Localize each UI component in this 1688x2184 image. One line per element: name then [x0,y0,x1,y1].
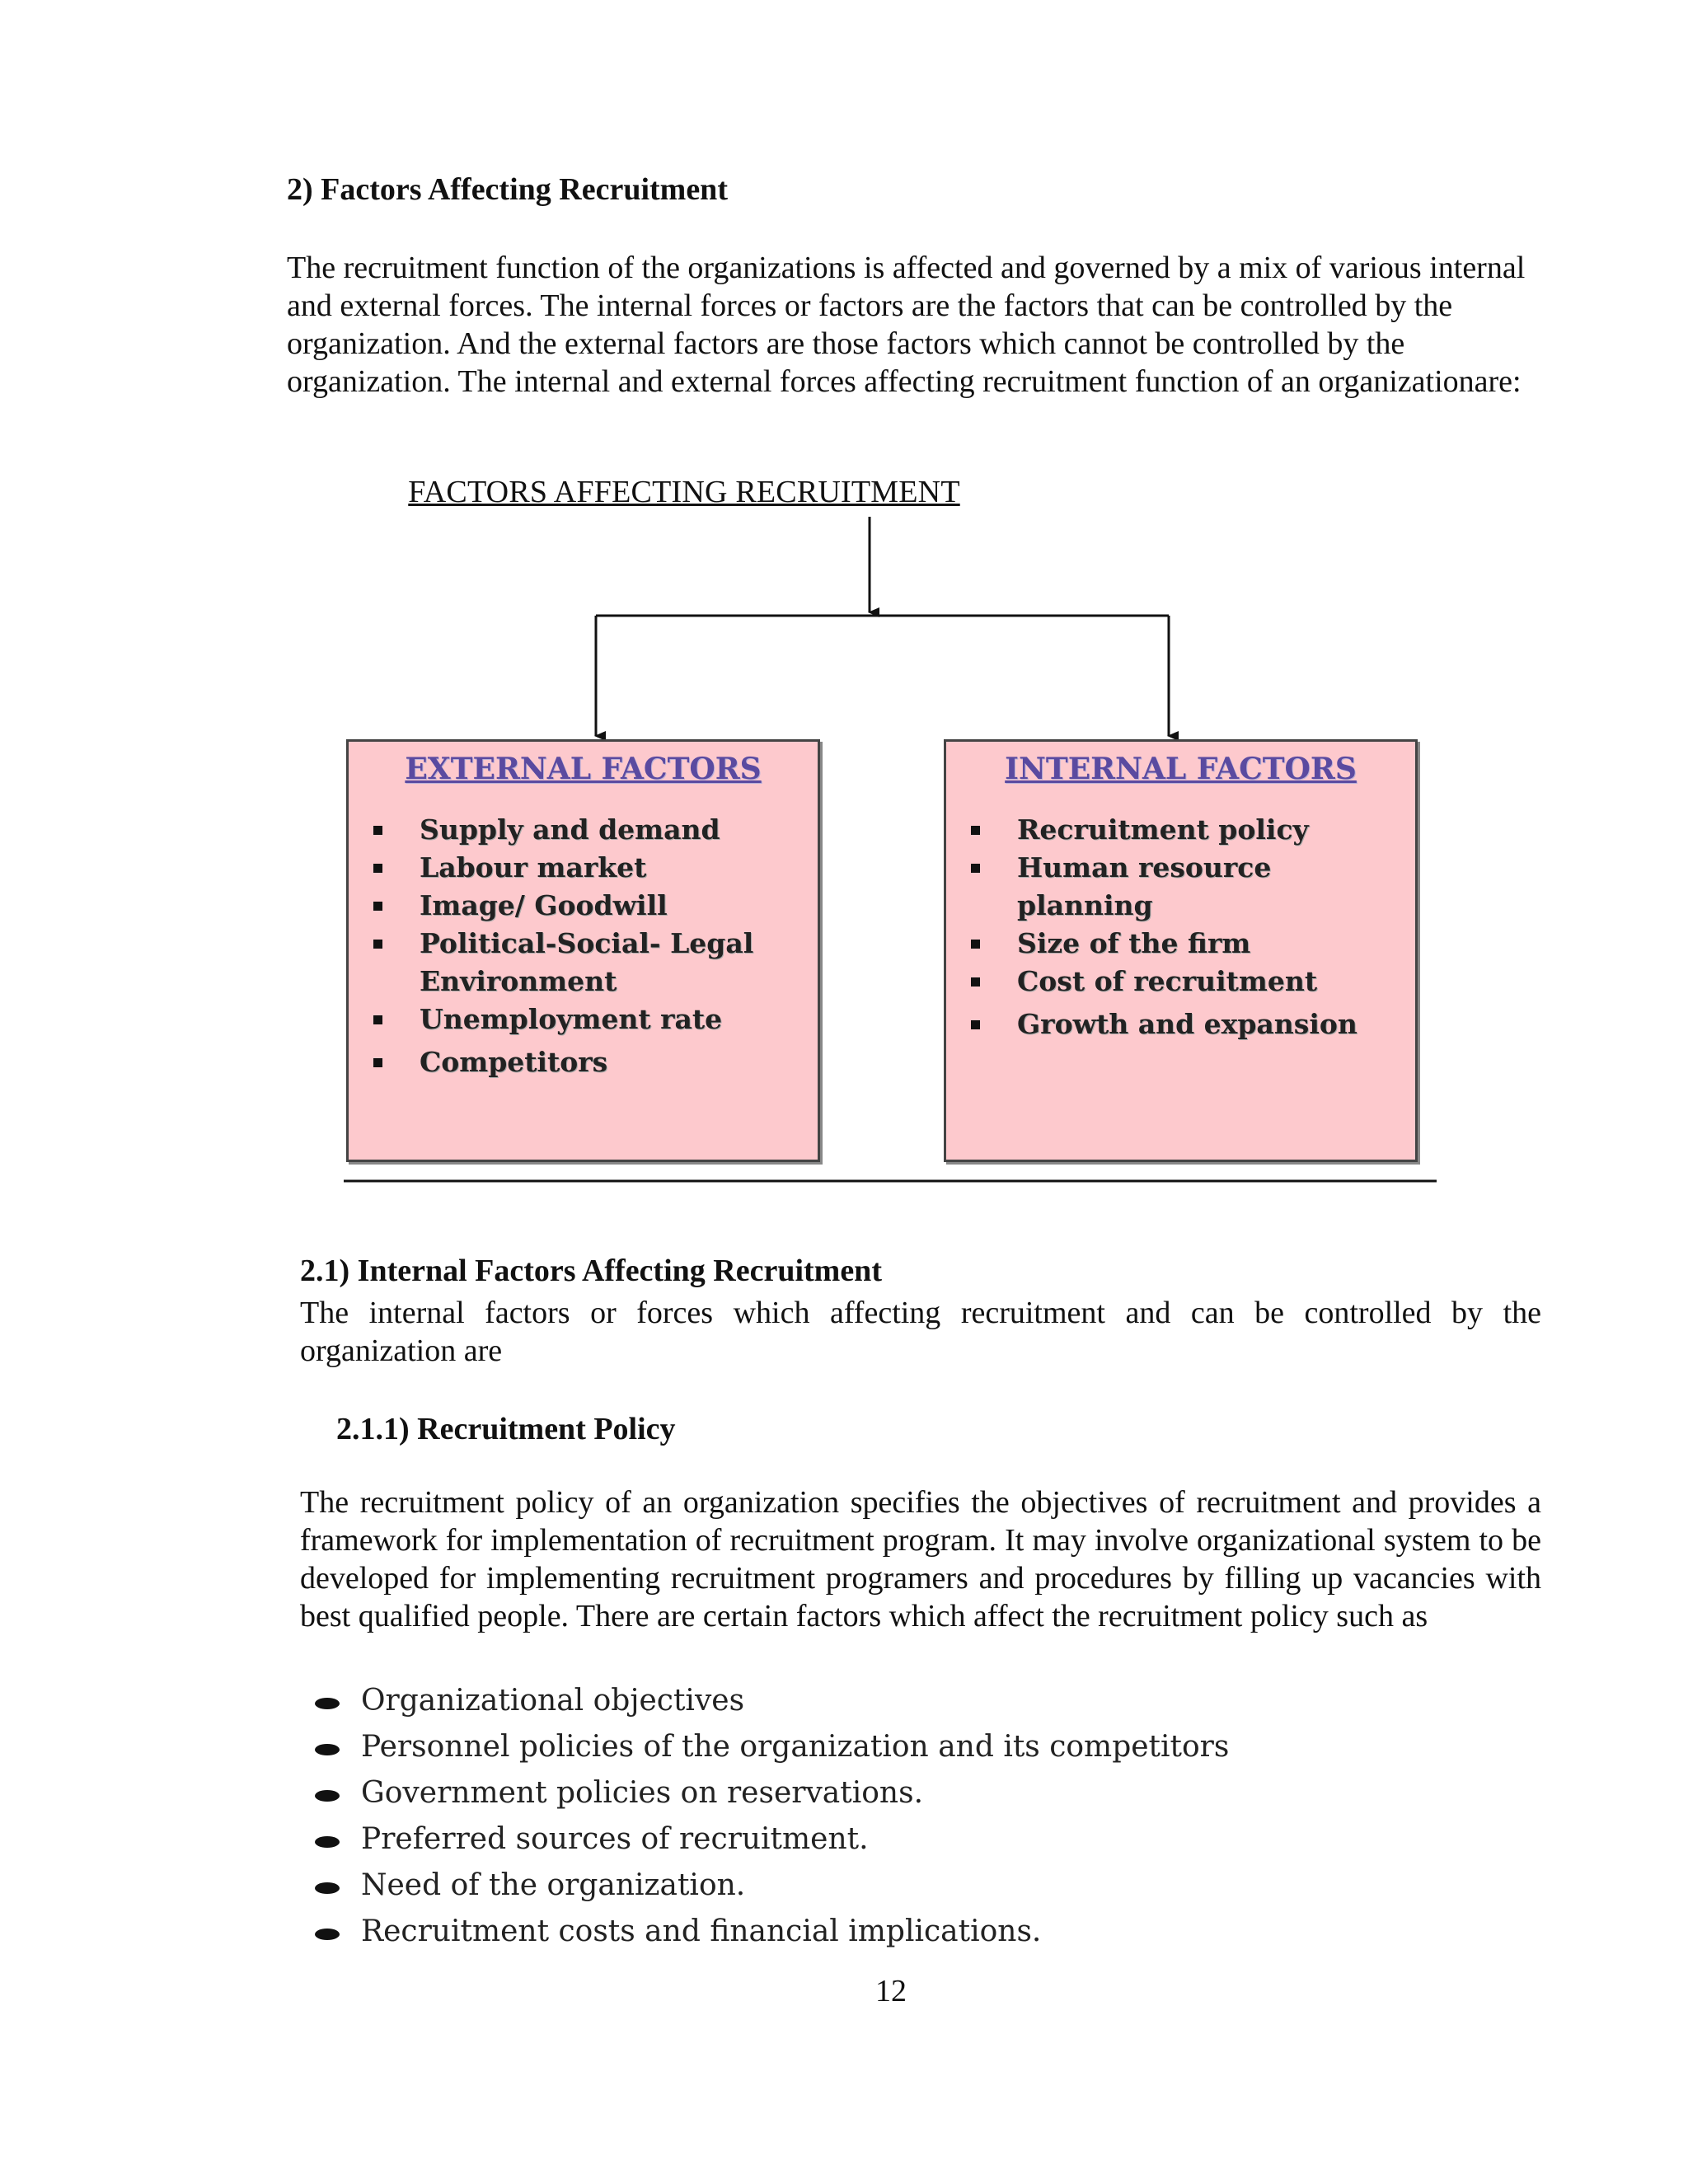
list-item: Preferred sources of recruitment. [313,1816,1229,1863]
recruitment-policy-paragraph: The recruitment policy of an organization specifies the objectives of recruitment and provides a framework for implementation of recruitment program. It may involve organizational system to be developed for implementing recruitment programers and procedures by filling up vacancies with best qualified people. There are certain factors which affect the recruitment policy such as [300,1485,1541,1633]
internal-factor-item: Recruitment policy [968,811,1415,849]
square-bullet-icon [373,940,382,949]
external-factor-item: Competitors [370,1043,818,1081]
list-item: Recruitment costs and financial implications. [313,1909,1229,1955]
subsection-heading: 2.1) Internal Factors Affecting Recruitment [300,1254,882,1288]
external-factor-item: Political-Social- Legal [370,925,818,963]
list-item: Organizational objectives [313,1678,1229,1724]
page-number: 12 [875,1974,907,2008]
list-item: Government policies on reservations. [313,1770,1229,1816]
list-item: Personnel policies of the organization and its competitors [313,1724,1229,1770]
square-bullet-icon [373,1058,382,1067]
section-heading: 2) Factors Affecting Recruitment [287,172,728,207]
square-bullet-icon [971,1020,980,1029]
factors-diagram [330,474,1451,1195]
square-bullet-icon [373,826,382,835]
internal-factor-item: Human resource planning [968,849,1415,925]
oval-bullet-icon [315,1882,340,1894]
external-factor-item: Image/ Goodwill [370,887,818,925]
diagram-title [330,474,1451,510]
intro-paragraph: The recruitment function of the organizations is affected and governed by a mix of various internal and external forces. The internal forces or factors are the factors that can be controlled by the organization. And the external factors are those factors which cannot be controlled by the organization. The internal and external forces affecting recruitment function of an organizationare: [287,251,1526,399]
oval-bullet-icon [315,1836,340,1848]
internal-factor-item: Size of the firm [968,925,1415,963]
square-bullet-icon [373,864,382,873]
square-bullet-icon [971,940,980,949]
internal-factor-item: Growth and expansion [968,1005,1415,1043]
external-factor-item-continued: Environment [420,965,617,997]
square-bullet-icon [971,977,980,987]
internal-factors-box [944,739,1418,1162]
oval-bullet-icon [315,1929,340,1940]
subsubsection-heading: 2.1.1) Recruitment Policy [336,1412,676,1446]
external-factors-box [346,739,820,1162]
square-bullet-icon [373,1015,382,1024]
square-bullet-icon [971,826,980,835]
oval-bullet-icon [315,1744,340,1755]
external-factor-item: Unemployment rate [370,1001,818,1038]
internal-factors-title: INTERNAL FACTORS [1005,752,1357,786]
subsection-paragraph: The internal factors or forces which affecting recruitment and can be controlled by the organization are [300,1296,1541,1368]
diagram-title-text: FACTORS AFFECTING RECRUITMENT [408,475,960,509]
internal-factor-item: Cost of recruitment [968,963,1415,1001]
square-bullet-icon [971,864,980,873]
list-item: Need of the organization. [313,1863,1229,1909]
external-factor-item: Labour market [370,849,818,887]
oval-bullet-icon [315,1698,340,1709]
external-factors-title: EXTERNAL FACTORS [405,752,762,786]
policy-factors-list [313,1678,1229,1955]
oval-bullet-icon [315,1790,340,1802]
external-factor-item: Supply and demand [370,811,818,849]
square-bullet-icon [373,902,382,911]
